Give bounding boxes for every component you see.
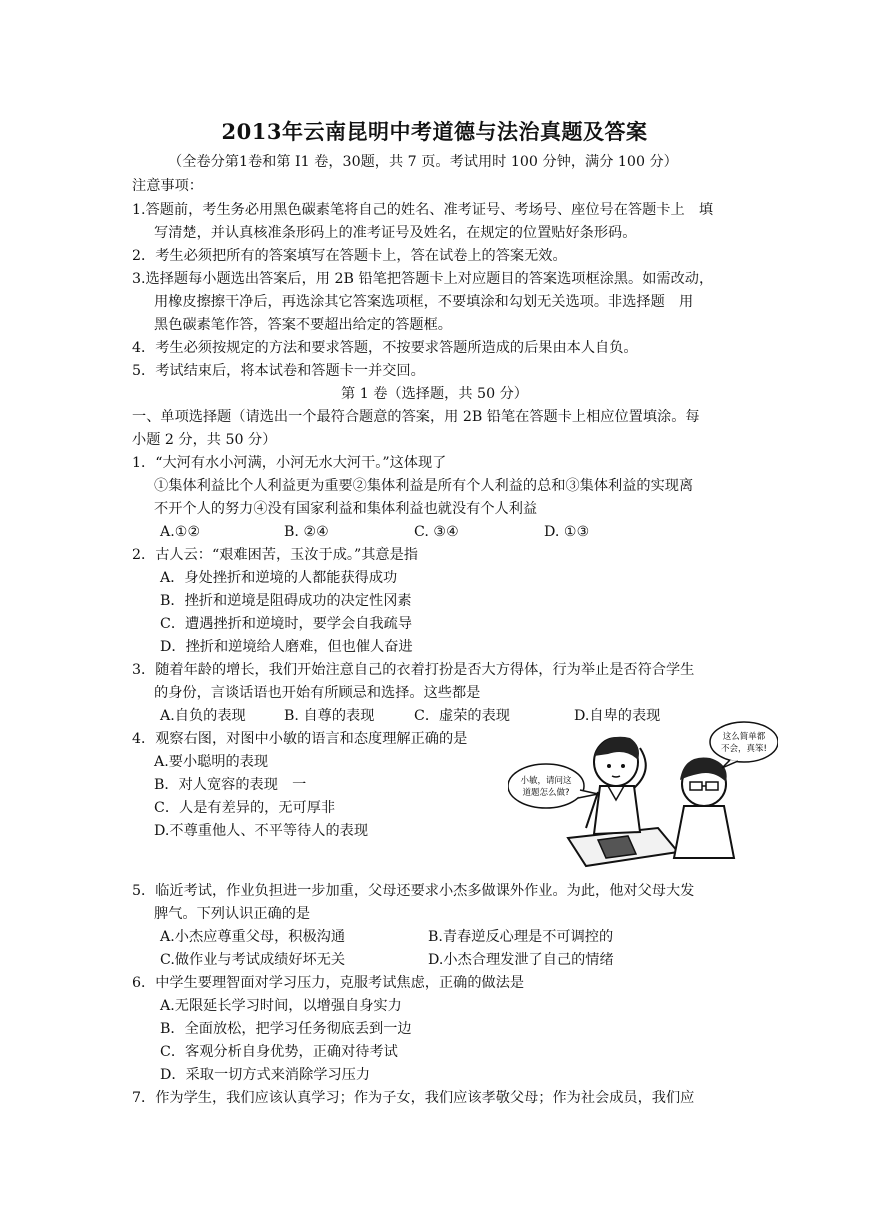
q1-option-b: B. ②④ bbox=[284, 524, 329, 540]
q7-stem: 7．作为学生，我们应该认真学习；作为子女，我们应该孝敬父母；作为社会成员，我们应 bbox=[132, 1090, 695, 1106]
note-3-line-2: 用橡皮擦擦干净后，再选涂其它答案选项框，不要填涂和勾划无关选项。非选择题 用 bbox=[154, 294, 694, 310]
q5-stem-line-1: 5．临近考试，作业负担进一步加重，父母还要求小杰多做课外作业。为此，他对父母大发 bbox=[132, 883, 695, 899]
q6-option-c: C．客观分析自身优势，正确对待考试 bbox=[160, 1044, 398, 1060]
cartoon-bubble-left-line-2: 道题怎么做? bbox=[522, 788, 570, 798]
cartoon-bubble-left-line-1: 小敏，请问这 bbox=[520, 776, 572, 786]
q3-option-c: C．虚荣的表现 bbox=[414, 708, 510, 724]
q3-option-a: A.自负的表现 bbox=[160, 708, 246, 724]
q4-option-a: A.要小聪明的表现 bbox=[154, 754, 269, 770]
exam-subtitle: （全卷分第1卷和第 I1 卷，30题，共 7 页。考试用时 100 分钟，满分 100 分） bbox=[168, 154, 678, 170]
q4-option-b: B．对人宽容的表现 一 bbox=[154, 777, 307, 793]
note-1-line-1: 1.答题前，考生务必用黑色碳素笔将自己的姓名、准考证号、考场号、座位号在答题卡上 填 bbox=[132, 202, 714, 218]
part1-instruction-line-2: 小题 2 分，共 50 分） bbox=[132, 432, 277, 448]
q5-option-b: B.青春逆反心理是不可调控的 bbox=[428, 929, 614, 945]
q1-body-line-2: 不开个人的努力④没有国家利益和集体利益也就没有个人利益 bbox=[154, 501, 538, 517]
q1-option-d: D. ①③ bbox=[544, 524, 590, 540]
q2-option-b: B．挫折和逆境是阻碍成功的决定性冈素 bbox=[160, 593, 412, 609]
q2-option-a: A．身处挫折和逆境的人都能获得成功 bbox=[160, 570, 398, 586]
q3-stem-line-1: 3．随着年龄的增长，我们开始注意自己的衣着打扮是否大方得体，行为举止是否符合学生 bbox=[132, 662, 695, 678]
note-2: 2．考生必须把所有的答案填写在答题卡上，答在试卷上的答案无效。 bbox=[132, 248, 567, 264]
notes-heading: 注意事项： bbox=[132, 178, 203, 194]
cartoon-bubble-right-line-1: 这么简单都 bbox=[722, 732, 766, 742]
q4-option-d: D.不尊重他人、不平等待人的表现 bbox=[154, 823, 369, 839]
q2-option-c: C．遭遇挫折和逆境时，要学会自我疏导 bbox=[160, 616, 413, 632]
q1-body-line-1: ①集体利益比个人利益更为重要②集体利益是所有个人利益的总和③集体利益的实现离 bbox=[154, 478, 694, 494]
q3-option-b: B. 自尊的表现 bbox=[284, 708, 375, 724]
q5-option-d: D.小杰合理发泄了自己的情绪 bbox=[428, 952, 614, 968]
q5-option-a: A.小杰应尊重父母，积极沟通 bbox=[160, 929, 346, 945]
q2-stem: 2．古人云：“艰难困苦，玉汝于成。”其意是指 bbox=[132, 547, 418, 563]
q2-option-d: D．挫折和逆境给人磨难，但也催人奋进 bbox=[160, 639, 413, 655]
note-3-line-3: 黑色碳素笔作答，答案不要超出给定的答题框。 bbox=[154, 317, 452, 333]
q5-stem-line-2: 脾气。下列认识正确的是 bbox=[154, 906, 311, 922]
part1-instruction-line-1: 一、单项选择题（请选出一个最符合题意的答案，用 2B 铅笔在答题卡上相应位置填涂。每 bbox=[132, 409, 700, 425]
q4-option-c: C．人是有差异的，无可厚非 bbox=[154, 800, 336, 816]
q4-stem: 4．观察右图，对图中小敏的语言和态度理解正确的是 bbox=[132, 731, 468, 747]
q4-cartoon-illustration bbox=[508, 720, 778, 870]
q3-stem-line-2: 的身份，言谈话语也开始有所顾忌和选择。这些都是 bbox=[154, 685, 481, 701]
note-5: 5．考试结束后，将本试卷和答题卡一并交回。 bbox=[132, 363, 425, 379]
q6-option-d: D．采取一切方式来消除学习压力 bbox=[160, 1067, 371, 1083]
q3-option-d: D.自卑的表现 bbox=[574, 708, 661, 724]
q6-option-a: A.无限延长学习时间，以增强自身实力 bbox=[160, 998, 402, 1014]
q5-option-c: C.做作业与考试成绩好坏无关 bbox=[160, 952, 346, 968]
q1-option-a: A.①② bbox=[160, 524, 201, 540]
cartoon-bubble-right-line-2: 不会，真笨! bbox=[721, 744, 767, 754]
q1-stem: 1．“大河有水小河满，小河无水大河干。”这体现了 bbox=[132, 455, 447, 471]
q1-option-c: C. ③④ bbox=[414, 524, 459, 540]
note-1-line-2: 写清楚，并认真核准条形码上的准考证号及姓名，在规定的位置贴好条形码。 bbox=[154, 225, 637, 241]
note-4: 4．考生必须按规定的方法和要求答题，不按要求答题所造成的后果由本人自负。 bbox=[132, 340, 638, 356]
part1-heading: 第 1 卷（选择题，共 50 分） bbox=[341, 386, 528, 402]
q6-option-b: B．全面放松，把学习任务彻底丢到一边 bbox=[160, 1021, 412, 1037]
page-title: 2013年云南昆明中考道德与法治真题及答案 bbox=[221, 119, 648, 144]
q6-stem: 6．中学生要理智面对学习压力，克服考试焦虑，正确的做法是 bbox=[132, 975, 525, 991]
note-3-line-1: 3.选择题每小题选出答案后，用 2B 铅笔把答题卡上对应题目的答案选项框涂黑。如需改动， bbox=[132, 271, 714, 287]
